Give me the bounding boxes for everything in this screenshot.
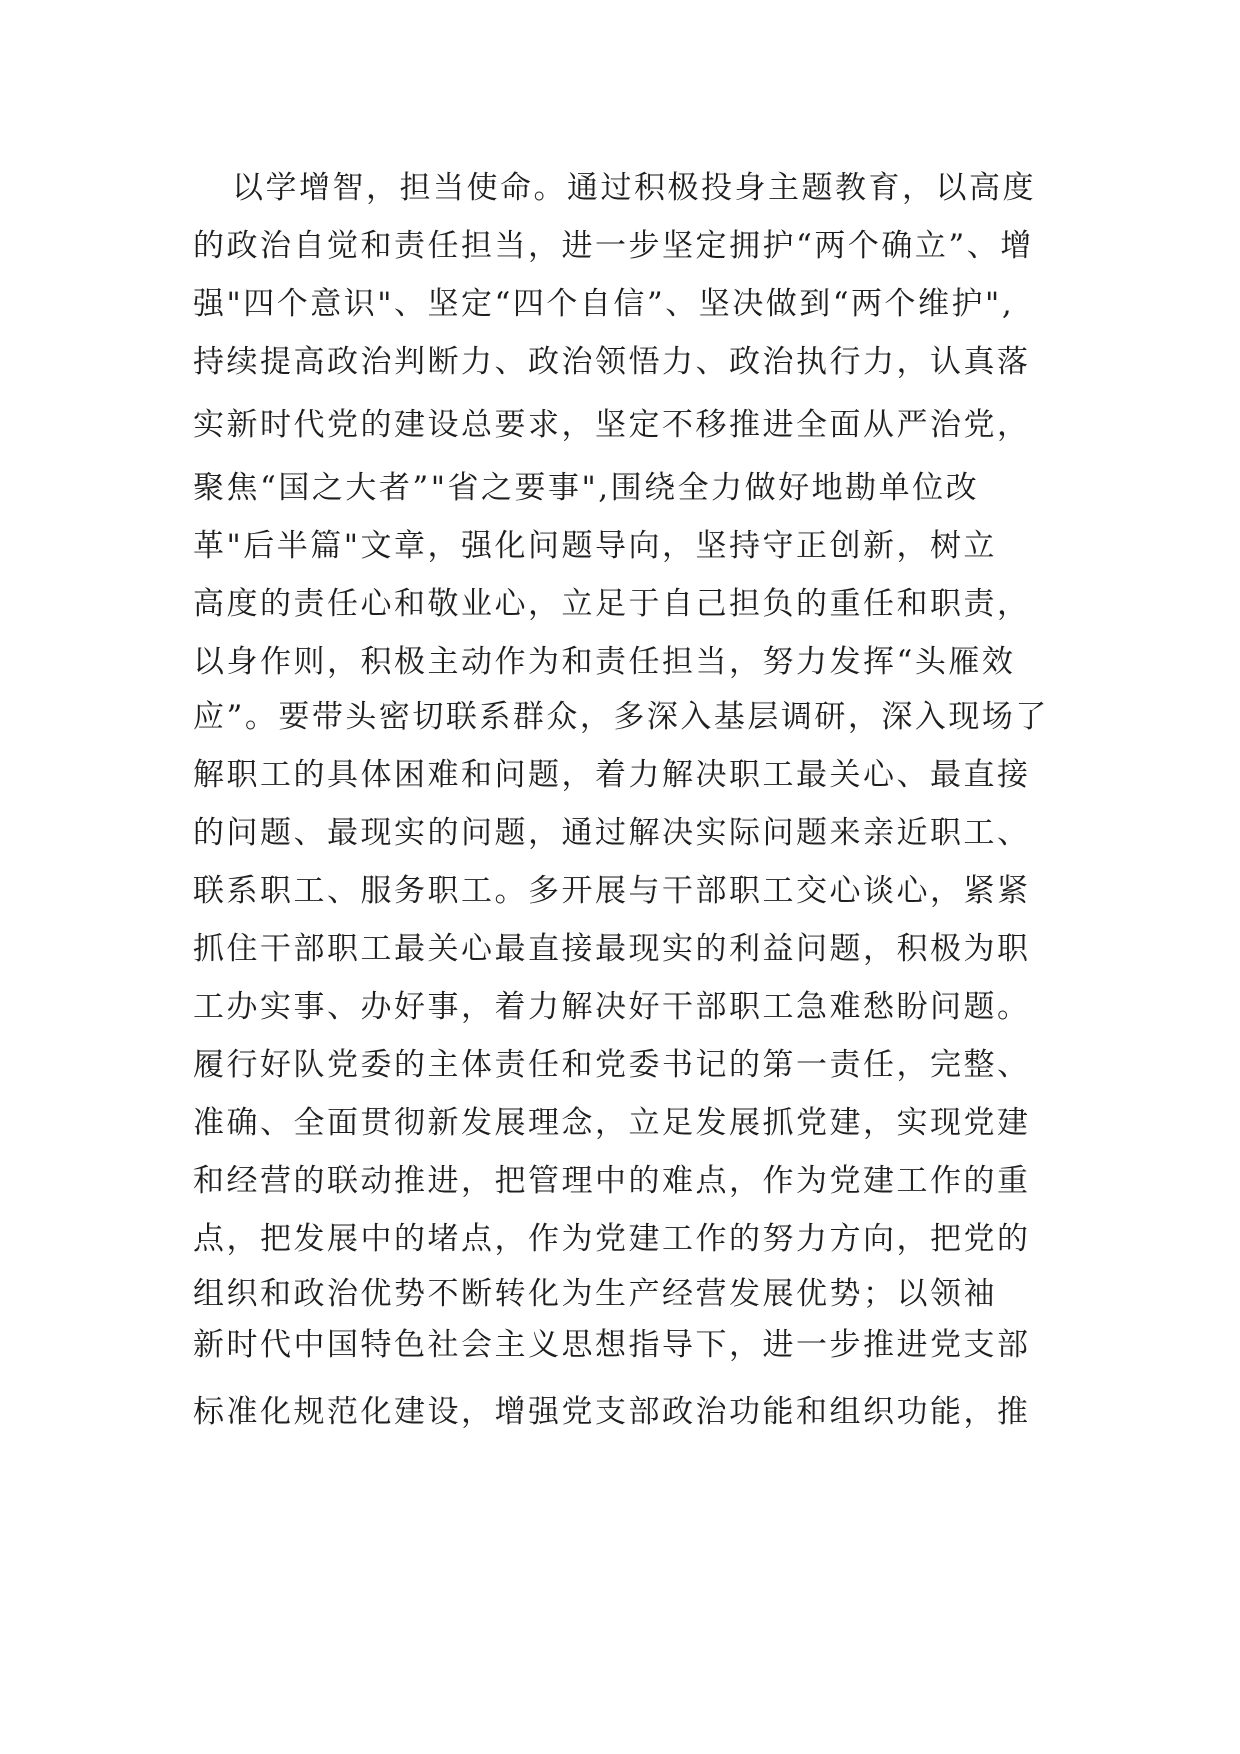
paragraph-line: 准确、全面贯彻新发展理念，立足发展抓党建，实现党建 (193, 1105, 1031, 1141)
paragraph-line: 以学增智，担当使命。通过积极投身主题教育，以高度 (232, 170, 1036, 206)
paragraph-line: 以身作则，积极主动作为和责任担当，努力发挥“头雁效 (193, 644, 1016, 680)
paragraph-line: 的问题、最现实的问题，通过解决实际问题来亲近职工、 (193, 815, 1031, 851)
paragraph-line: 高度的责任心和敬业心，立足于自己担负的重任和职责， (193, 586, 1031, 622)
paragraph-line: 标准化规范化建设，增强党支部政治功能和组织功能，推 (193, 1394, 1031, 1430)
paragraph-line: 新时代中国特色社会主义思想指导下，进一步推进党支部 (193, 1327, 1031, 1363)
paragraph-line: 点，把发展中的堵点，作为党建工作的努力方向，把党的 (193, 1221, 1031, 1257)
paragraph-line: 解职工的具体困难和问题，着力解决职工最关心、最直接 (193, 757, 1031, 793)
paragraph-line: 持续提高政治判断力、政治领悟力、政治执行力，认真落 (193, 344, 1031, 380)
paragraph-line: 抓住干部职工最关心最直接最现实的利益问题，积极为职 (193, 931, 1031, 967)
paragraph-line: 应”。要带头密切联系群众，多深入基层调研，深入现场了 (193, 699, 1049, 735)
paragraph-line: 履行好队党委的主体责任和党委书记的第一责任，完整、 (193, 1047, 1031, 1083)
paragraph-line: 工办实事、办好事，着力解决好干部职工急难愁盼问题。 (193, 989, 1031, 1025)
paragraph-line: 强"四个意识"、坚定“四个自信”、坚决做到“两个维护", (193, 286, 1015, 322)
paragraph-line: 聚焦“国之大者”"省之要事",围绕全力做好地勘单位改 (193, 470, 980, 506)
paragraph-line: 革"后半篇"文章，强化问题导向，坚持守正创新，树立 (193, 528, 998, 564)
paragraph-line: 的政治自觉和责任担当，进一步坚定拥护“两个确立”、增 (193, 228, 1034, 264)
paragraph-line: 组织和政治优势不断转化为生产经营发展优势；以领袖 (193, 1276, 997, 1312)
paragraph-line: 和经营的联动推进，把管理中的难点，作为党建工作的重 (193, 1163, 1031, 1199)
paragraph-line: 实新时代党的建设总要求，坚定不移推进全面从严治党， (193, 407, 1031, 443)
paragraph-line: 联系职工、服务职工。多开展与干部职工交心谈心，紧紧 (193, 873, 1031, 909)
